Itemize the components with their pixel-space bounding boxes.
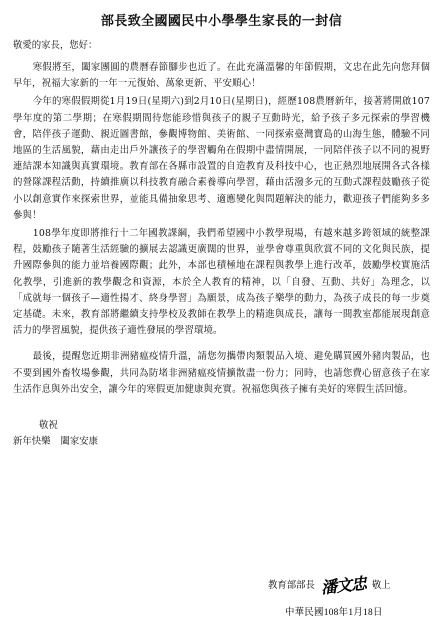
- signature-suffix: 敬上: [371, 581, 391, 591]
- paragraph-reminder: 最後，提醒您近期非洲豬瘟疫情升溫，請您勿攜帶肉類製品入境、避免購買國外豬肉製品，也不要到國外畜牧場參觀，共同為防堵非洲豬瘟疫情擴散盡一份力；同時，也請您費心留意孩子在家生活作息與外出安全，讓今年的寒假更加健康與充實。祝福您與孩子擁有美好的寒假生活回憶。: [13, 351, 430, 395]
- closing-respect: 敬祝: [39, 420, 58, 432]
- letter-date: 中華民國108年1月18日: [285, 608, 383, 618]
- paragraph-greeting: 寒假將至，闔家團圓的農曆春節腳步也近了。在此充滿溫馨的年節假期，文忠在此先向您拜個早年，祝福大家新的一年一元復始、萬象更新、平安順心！: [13, 62, 430, 90]
- signature-line: [268, 573, 391, 598]
- signature-title: 教育部部長: [268, 581, 315, 591]
- paragraph-winter-break: 今年的寒假假期從1月19日(星期六)到2月10日(星期日)，經歷108農曆新年，接著將開啟107學年度的第二學期；在寒假期間待您能珍惜與孩子的親子互動時光，給予孩子多元探索的學習機會，陪伴孩子運動、親近圖書館，參觀博物館、美術館、一同探索臺灣寶島的山海生態，體驗不同地區的生活風貌，藉由走出戶外讓孩子的學習觸角在假期中盡情開展，一同陪伴孩子以不同的視野連結課本知識與真實環境。教育部在各縣市設置的自造教育及科技中心，也正熱烈地展開各式各樣的營隊課程活動，持續推廣以科技教育融合素養導向學習，藉由活潑多元的互動式課程鼓勵孩子從小以創意實作來探索世界，並能具備抽象思考、適應變化與問題解決的能力，歡迎孩子們能夠多多參與！: [13, 96, 430, 221]
- closing-block: [13, 418, 430, 450]
- closing-wishes: [13, 434, 430, 450]
- salutation: 敬愛的家長，您好：: [13, 40, 98, 51]
- closing-wish-left: 新年快樂: [13, 436, 51, 448]
- paragraph-curriculum: 108學年度即將推行十二年國教課綱，我們希望國中小教學現場，有越來越多跨領域的統整課程，鼓勵孩子隨著生活經驗的擴展去認識更廣闊的世界，並學會尊重與欣賞不同的文化與民族，提升國際參與的能力並培養國際觀；此外，本部也積極地在課程與教學上進行改革，鼓勵學校實施活化教學，引進新的教學觀念和資源，本於全人教育的精神，以「自發、互動、共好」為理念，以「成就每一個孩子—適性揚才、終身學習」為願景，成為孩子樂學的動力，為孩子成長的每一步奠定基礎。未來，教育部將繼續支持學校及教師在教學上的精進與成長，讓每一間教室都能展現創意活力的學習風貌，提供孩子適性發展的學習環境。: [13, 228, 430, 337]
- signature-handwritten: 潘文忠: [319, 573, 367, 598]
- closing-wish-right: 闔家安康: [60, 436, 99, 448]
- letter-title: 部長致全國國民中小學學生家長的一封信: [100, 14, 343, 29]
